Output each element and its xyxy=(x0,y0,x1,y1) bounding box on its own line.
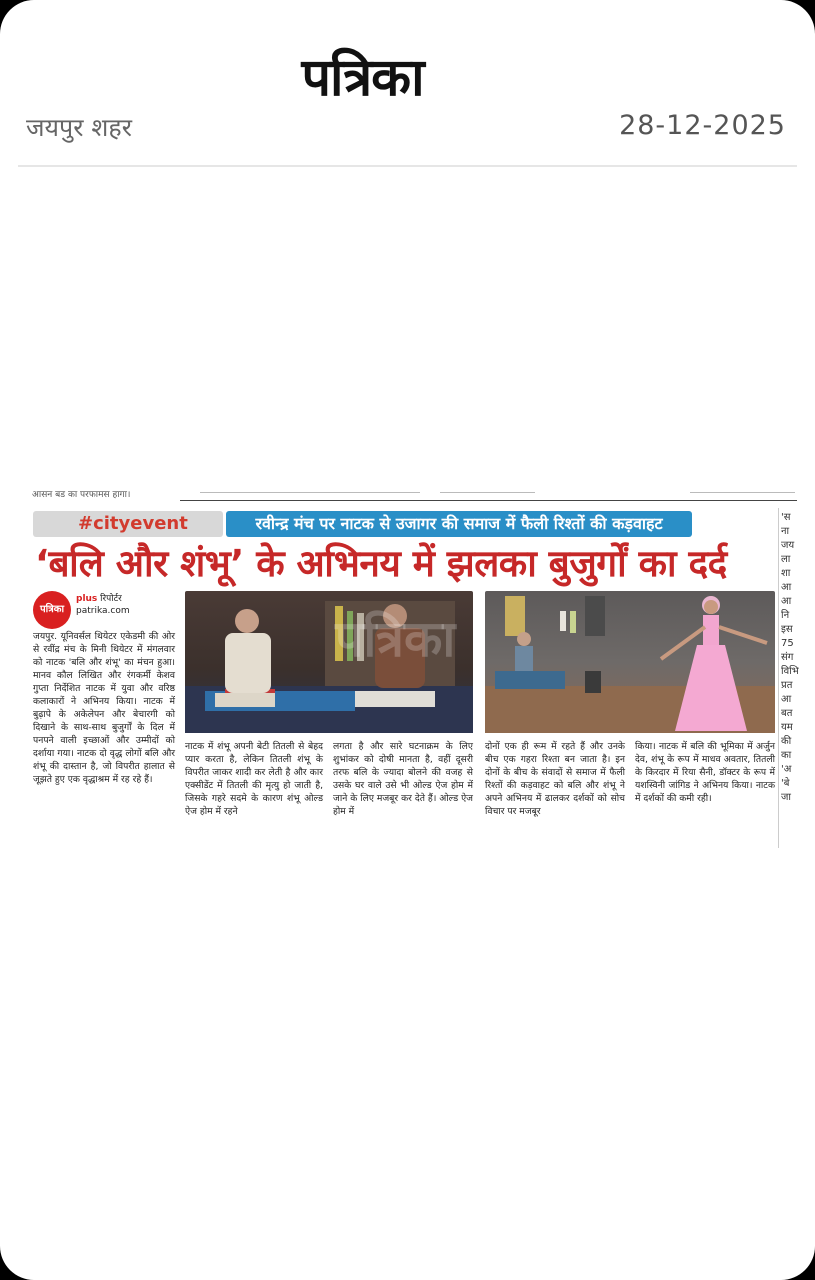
column-separator xyxy=(778,508,779,848)
patrika-logo[interactable]: पत्रिका xyxy=(301,47,424,108)
previous-article-fragment xyxy=(30,484,797,498)
strap-headline: रवीन्द्र मंच पर नाटक से उजागर की समाज में फैली रिश्तों की कड़वाहट xyxy=(226,511,692,537)
header-divider xyxy=(18,165,797,167)
city-edition-label[interactable]: जयपुर शहर xyxy=(26,113,132,142)
previous-line-text: आसन बड का परफामस हागा। xyxy=(32,490,131,500)
edition-date[interactable]: 28-12-2025 xyxy=(619,110,786,141)
article-column-3: लगता है और सारे घटनाक्रम के लिए शुभांकर को दोषी मानता है, वहीं दूसरी तरफ बलि के ज्यादा बोलने की वजह से उसके घर वाले उसे भी ओल्ड ऐज होम में जाने के लिए मजबूर कर देते हैं। ओल्ड ऐज होम में xyxy=(333,741,473,817)
faded-text-strip xyxy=(440,492,535,493)
photo-watermark: पत्रिका xyxy=(335,609,456,668)
article-column-2: नाटक में शंभू अपनी बेटी तितली से बेहद प्यार करता है, लेकिन तितली शंभू के विपरीत जाकर शादी कर लेती है और कार एक्सीडेंट में तितली की मृत्यु हो जाती है, जिसके गहरे सदमे के कारण शंभू ओल्ड ऐज होम में रहने xyxy=(185,741,323,817)
article-column-1: जयपुर. यूनिवर्सल थियेटर एकेडमी की ओर से रवींद्र मंच के मिनी थियेटर में मंगलवार को नाटक 'बलि और शंभू' का मंचन हुआ। मानव कौल लिखित और रंगकर्मी केशव गुप्ता निर्देशित नाटक में युवा और वरिष्ठ कलाकारों ने अभिनय किया। नाटक में बुढ़ापे के अकेलेपन और बेचारगी को दिखाने के साथ-साथ बुजुर्गों के दिल में पनपने वाली इच्छाओं और उम्मीदों को दर्शाया गया। नाटक दो वृद्ध लोगों बलि और शंभू की दास्तान है, जो विपरीत हालात से जूझते हुए एक वृद्धाश्रम में रह रहे हैं। xyxy=(33,631,175,785)
plus-badge: plus xyxy=(76,594,98,604)
adjacent-article-edge: 'स ना जय ला शा आ आ नि इस 75 संग विभि प्रत आ बत यम की का 'अ 'बे जा xyxy=(781,512,799,803)
reporter-label: रिपोर्टर xyxy=(100,594,122,604)
article-column-5: किया। नाटक में बलि की भूमिका में अर्जुन देव, शंभू के रूप में माधव अवतार, तितली के किरदार में रिया सैनी, डॉक्टर के रूप में यशस्विनी जांगिड ने अभिनय किया। नाटक में दर्शकों की कमी रही। xyxy=(635,741,775,804)
city-event-tag xyxy=(33,511,223,537)
byline xyxy=(76,593,130,617)
faded-text-strip xyxy=(200,492,420,493)
masthead xyxy=(0,40,815,111)
news-clipping[interactable] xyxy=(30,478,797,850)
city-event-tag-text: #cityevent xyxy=(78,513,188,534)
site-label: patrika.com xyxy=(76,606,130,616)
article-column-4: दोनों एक ही रूम में रहते हैं और उनके बीच एक गहरा रिश्ता बन जाता है। इन दोनों के बीच के संवादों से समाज में फैली रिश्तों की कड़वाहट को बलि और शंभू ने अपने अभिनय में ढालकर दर्शकों को सोच विचार पर मजबूर xyxy=(485,741,625,817)
stage-photo-pink-dress-actress xyxy=(485,591,775,733)
main-headline: ‘बलि और शंभू’ के अभिनय में झलका बुजुर्गों का दर्द xyxy=(35,542,727,585)
faded-text-strip xyxy=(690,492,795,493)
patrika-byline-logo: पत्रिका xyxy=(33,591,71,629)
clipping-top-rule xyxy=(180,500,797,501)
